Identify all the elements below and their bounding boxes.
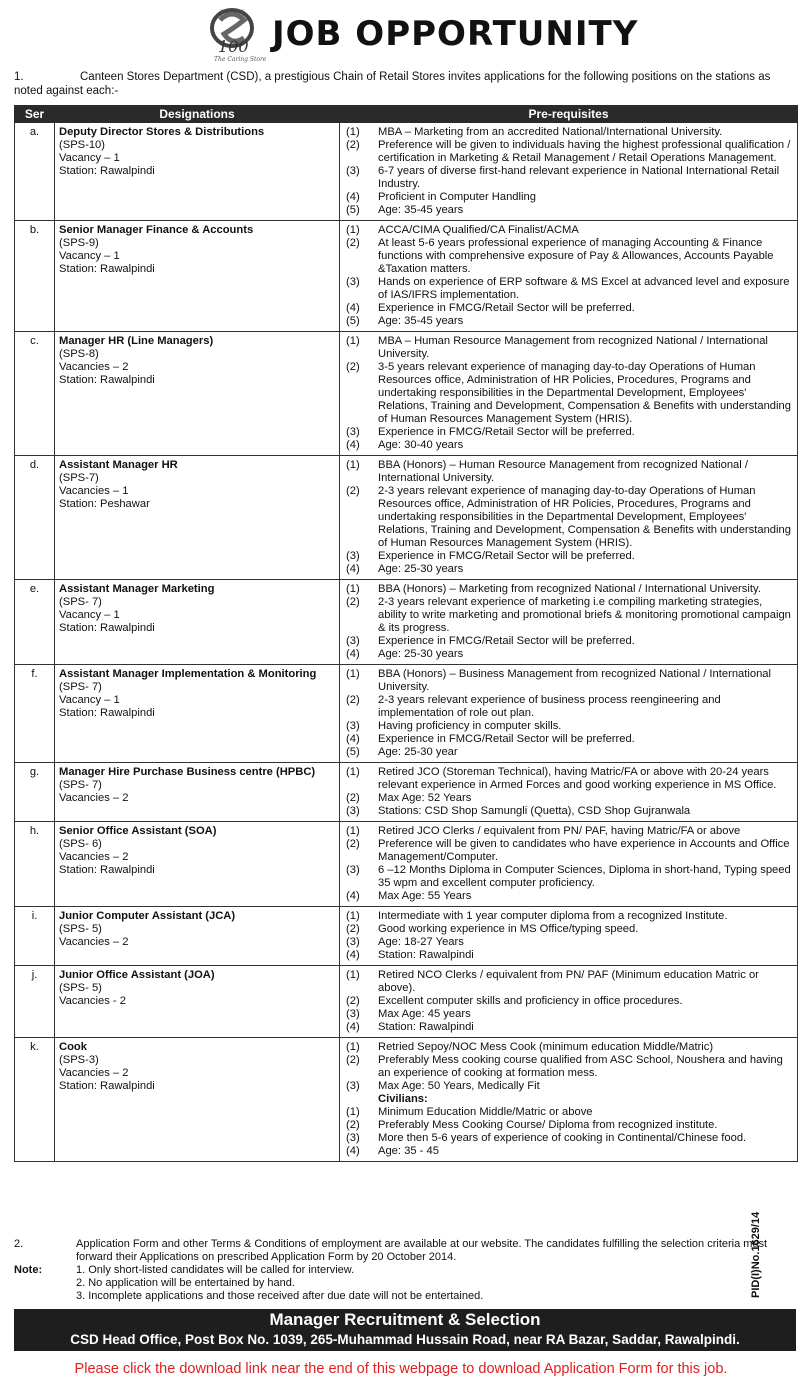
svg-text:100: 100 (218, 37, 249, 56)
prereq-item (344, 204, 793, 217)
prereq-text: Preference will be given to individuals having the highest professional qualification / certification in Marketing & Retail Management / Retail Operations Management. (378, 139, 791, 164)
designation-cell (55, 763, 340, 822)
prereq-number: (1) (346, 910, 360, 922)
designation-detail: Station: Rawalpindi (59, 707, 155, 719)
designation-detail: (SPS- 5) (59, 982, 102, 994)
prereq-item (344, 792, 793, 805)
prereq-text: Age: 25-30 year (378, 746, 458, 758)
prereq-number: (1) (346, 335, 360, 347)
prereq-text: Experience in FMCG/Retail Sector will be preferred. (378, 302, 635, 314)
prereq-item (344, 165, 793, 191)
prereq-number: (4) (346, 890, 360, 902)
prereq-number: (4) (346, 733, 360, 745)
prereq-number: (1) (346, 1041, 360, 1053)
prereq-item (344, 1008, 793, 1021)
prerequisites-cell (340, 907, 798, 966)
prereq-item (344, 596, 793, 635)
prereq-number: (3) (346, 720, 360, 732)
note-item: 3. Incomplete applications and those received after due date will not be entertained. (76, 1290, 484, 1302)
prereq-text: Intermediate with 1 year computer diploma from a recognized Institute. (378, 910, 728, 922)
prereq-number: (1) (346, 668, 360, 680)
ser-cell: i. (15, 907, 55, 966)
designation-cell (55, 966, 340, 1038)
ser-cell: g. (15, 763, 55, 822)
prereq-number: (4) (346, 648, 360, 660)
prereq-item (344, 969, 793, 995)
intro-paragraph (14, 70, 794, 98)
prereq-text: Hands on experience of ERP software & MS Excel at advanced level and exposure of IAS/IFRS implementation. (378, 276, 790, 301)
prereq-item (344, 805, 793, 818)
header-designations: Designations (55, 106, 340, 123)
prereq-number: (3) (346, 276, 360, 288)
designation-detail: Vacancies – 1 (59, 485, 129, 497)
prereq-text: Experience in FMCG/Retail Sector will be preferred. (378, 426, 635, 438)
prereq-item (344, 733, 793, 746)
prereq-item (344, 995, 793, 1008)
prereq-number: (2) (346, 139, 360, 151)
table-row (15, 822, 798, 907)
intro-text: Canteen Stores Department (CSD), a prestigious Chain of Retail Stores invites applications for the following positions on the stations as noted against each:- (14, 71, 771, 97)
designation-detail: Vacancy – 1 (59, 250, 120, 262)
table-row (15, 123, 798, 221)
prereq-number: (2) (346, 995, 360, 1007)
table-row (15, 665, 798, 763)
svg-text:1915 - 2015: 1915 - 2015 (220, 9, 245, 14)
prerequisites-cell (340, 332, 798, 456)
designation-title: Assistant Manager HR (59, 459, 178, 471)
prereq-text: Preferably Mess cooking course qualified from ASC School, Noushera and having an experience of cooking at formation mess. (378, 1054, 783, 1079)
prereq-item (344, 485, 793, 550)
prereq-number: (3) (346, 1080, 360, 1092)
prereq-number: (3) (346, 864, 360, 876)
header-prerequisites: Pre-requisites (340, 106, 798, 123)
designation-detail: Station: Rawalpindi (59, 622, 155, 634)
prereq-text: Max Age: 52 Years (378, 792, 472, 804)
designation-cell (55, 221, 340, 332)
table-row (15, 763, 798, 822)
prerequisites-cell (340, 1038, 798, 1162)
designation-detail: (SPS- 7) (59, 681, 102, 693)
svg-text:The Caring Store: The Caring Store (214, 56, 266, 63)
designation-title: Assistant Manager Implementation & Monitoring (59, 668, 317, 680)
prereq-item (344, 426, 793, 439)
prerequisites-cell (340, 123, 798, 221)
prereq-number: (4) (346, 191, 360, 203)
prereq-item (344, 126, 793, 139)
designation-detail: Station: Rawalpindi (59, 165, 155, 177)
prereq-number: (3) (346, 550, 360, 562)
designation-title: Assistant Manager Marketing (59, 583, 215, 595)
designation-cell (55, 907, 340, 966)
intro-number: 1. (14, 71, 24, 83)
prereq-number: (2) (346, 838, 360, 850)
prereq-item (344, 276, 793, 302)
prereq-text: More then 5-6 years of experience of cooking in Continental/Chinese food. (378, 1132, 747, 1144)
page-title: JOB OPPORTUNITY (272, 14, 639, 54)
prereq-text: Age: 35-45 years (378, 315, 464, 327)
prereq-item (344, 302, 793, 315)
ser-cell: f. (15, 665, 55, 763)
prereq-number: (4) (346, 563, 360, 575)
prereq-item (344, 923, 793, 936)
prereq-number: (4) (346, 949, 360, 961)
table-row (15, 907, 798, 966)
jobs-table (14, 105, 798, 1162)
prereq-number: (5) (346, 204, 360, 216)
designation-detail: Station: Rawalpindi (59, 1080, 155, 1092)
application-number: 2. (14, 1238, 24, 1250)
table-row (15, 966, 798, 1038)
prereq-number: (4) (346, 1145, 360, 1157)
prereq-number: (2) (346, 1119, 360, 1131)
prereq-number: (5) (346, 746, 360, 758)
ser-cell: a. (15, 123, 55, 221)
prereq-text: Age: 35-45 years (378, 204, 464, 216)
designation-detail: (SPS-3) (59, 1054, 99, 1066)
banner-address: CSD Head Office, Post Box No. 1039, 265-Muhammad Hussain Road, near RA Bazar, Saddar, Rawalpindi. (70, 1332, 740, 1347)
prereq-text: Experience in FMCG/Retail Sector will be preferred. (378, 550, 635, 562)
contact-banner (14, 1309, 796, 1351)
prereq-item (344, 936, 793, 949)
prereq-item (344, 1054, 793, 1080)
designation-detail: Vacancy – 1 (59, 609, 120, 621)
prereq-item (344, 439, 793, 452)
designation-cell (55, 332, 340, 456)
prereq-item (344, 550, 793, 563)
prereq-text: Station: Rawalpindi (378, 1021, 474, 1033)
prereq-number: (2) (346, 596, 360, 608)
prereq-text: Preference will be given to candidates who have experience in Accounts and Office Management/Computer. (378, 838, 790, 863)
prereq-number: (5) (346, 315, 360, 327)
prereq-number: (2) (346, 485, 360, 497)
prereq-number: (3) (346, 635, 360, 647)
note-item: 2. No application will be entertained by hand. (76, 1277, 295, 1289)
designation-detail: Vacancy – 1 (59, 694, 120, 706)
prereq-text: 2-3 years relevant experience of business process reengineering and implementation of role out plan. (378, 694, 721, 719)
prereq-item (344, 224, 793, 237)
designation-detail: Station: Peshawar (59, 498, 150, 510)
download-notice: Please click the download link near the end of this webpage to download Application Form for this job. (74, 1361, 728, 1377)
ser-cell: e. (15, 580, 55, 665)
prereq-number: (3) (346, 1132, 360, 1144)
note-item: 1. Only short-listed candidates will be called for interview. (76, 1264, 355, 1276)
application-text: Application Form and other Terms & Conditions of employment are available at our website. The candidates fulfilling the selection criteria must forward their Applications on prescribed Application Form by 20 October 2014. (76, 1238, 768, 1263)
designation-detail: Vacancy – 1 (59, 152, 120, 164)
prereq-number: (1) (346, 969, 360, 981)
designation-detail: Station: Rawalpindi (59, 864, 155, 876)
prereq-number: (1) (346, 1106, 360, 1118)
prereq-item (344, 648, 793, 661)
prereq-item (344, 1119, 793, 1132)
prereq-item (344, 864, 793, 890)
prereq-item (344, 1041, 793, 1054)
table-row (15, 580, 798, 665)
prereq-item (344, 1080, 793, 1093)
prereq-text: Age: 18-27 Years (378, 936, 464, 948)
prereq-item (344, 838, 793, 864)
prereq-item (344, 139, 793, 165)
prereq-number: (1) (346, 825, 360, 837)
prereq-item (344, 191, 793, 204)
prereq-item (344, 563, 793, 576)
prereq-text: Minimum Education Middle/Matric or above (378, 1106, 593, 1118)
designation-detail: Vacancies – 2 (59, 1067, 129, 1079)
prereq-text: 2-3 years relevant experience of managing day-to-day Operations of Human Resources office, Administration of HR Policies, Procedures, Programs and undertaking responsibilities in the Departmental Development, Employees' Relations, Training and Development, Compensation & Benefits with understanding of Human Resources Management System (HRIS). (378, 485, 791, 549)
prereq-item (344, 766, 793, 792)
prereq-text: Station: Rawalpindi (378, 949, 474, 961)
prereq-text: Proficient in Computer Handling (378, 191, 536, 203)
prereq-text: MBA – Marketing from an accredited National/International University. (378, 126, 723, 138)
prereq-number: (1) (346, 459, 360, 471)
prereq-text: Retired JCO (Storeman Technical), having Matric/FA or above with 20-24 years relevant experience in Armed Forces and good working experience in MS Office. (378, 766, 777, 791)
designation-title: Cook (59, 1041, 87, 1053)
prerequisites-cell (340, 763, 798, 822)
prerequisites-cell (340, 822, 798, 907)
prereq-text: ACCA/CIMA Qualified/CA Finalist/ACMA (378, 224, 579, 236)
prereq-text: 6 –12 Months Diploma in Computer Sciences, Diploma in short-hand, Typing speed 35 wpm and excellent computer proficiency. (378, 864, 791, 889)
prereq-item (344, 1145, 793, 1158)
prereq-text: At least 5-6 years professional experience of managing Accounting & Finance functions with comprehensive exposure of Pay & Allowances, Accounts Payable &Taxation matters. (378, 237, 774, 275)
note-label: Note: (14, 1264, 43, 1276)
csd-centenary-logo (198, 6, 266, 64)
prereq-number: (2) (346, 923, 360, 935)
prereq-number: (1) (346, 766, 360, 778)
designation-detail: (SPS- 7) (59, 779, 102, 791)
prereq-text: Age: 25-30 years (378, 648, 464, 660)
header (0, 0, 802, 72)
table-row (15, 456, 798, 580)
application-paragraph (14, 1238, 774, 1264)
prereq-number: (4) (346, 439, 360, 451)
prereq-text: BBA (Honors) – Marketing from recognized National / International University. (378, 583, 761, 595)
prereq-item (344, 949, 793, 962)
prereq-number: (2) (346, 792, 360, 804)
prereq-number: (1) (346, 583, 360, 595)
prereq-text: Max Age: 50 Years, Medically Fit (378, 1080, 540, 1092)
designation-cell (55, 665, 340, 763)
designation-detail: (SPS-7) (59, 472, 99, 484)
prereq-text: Age: 25-30 years (378, 563, 464, 575)
prereq-text: Max Age: 55 Years (378, 890, 472, 902)
designation-title: Deputy Director Stores & Distributions (59, 126, 265, 138)
ser-cell: c. (15, 332, 55, 456)
prereq-text: Age: 35 - 45 (378, 1145, 439, 1157)
designation-detail: (SPS- 7) (59, 596, 102, 608)
designation-title: Senior Manager Finance & Accounts (59, 224, 254, 236)
prereq-number: (2) (346, 237, 360, 249)
designation-cell (55, 123, 340, 221)
table-row (15, 1038, 798, 1162)
prereq-item (344, 361, 793, 426)
prereq-item (344, 1132, 793, 1145)
prereq-text: Retried Sepoy/NOC Mess Cook (minimum education Middle/Matric) (378, 1041, 714, 1053)
prereq-text: BBA (Honors) – Human Resource Management from recognized National / International University. (378, 459, 748, 484)
designation-detail: Vacancies – 2 (59, 851, 129, 863)
civilians-label: Civilians: (378, 1093, 428, 1105)
prereq-item (344, 635, 793, 648)
designation-detail: Station: Rawalpindi (59, 263, 155, 275)
prereq-text: 6-7 years of diverse first-hand relevant experience in National International Retail Industry. (378, 165, 780, 190)
prereq-item (344, 720, 793, 733)
pid-number: PID(I)No.1629/14 (750, 1211, 762, 1298)
prereq-number: (1) (346, 224, 360, 236)
designation-title: Junior Computer Assistant (JCA) (59, 910, 236, 922)
notes-block (14, 1264, 774, 1303)
designation-detail: (SPS-8) (59, 348, 99, 360)
designation-title: Senior Office Assistant (SOA) (59, 825, 217, 837)
prerequisites-cell (340, 456, 798, 580)
prereq-text: Excellent computer skills and proficiency in office procedures. (378, 995, 683, 1007)
prerequisites-cell (340, 221, 798, 332)
prereq-item (344, 746, 793, 759)
prerequisites-cell (340, 665, 798, 763)
prereq-number: (4) (346, 1021, 360, 1033)
prereq-text: Stations: CSD Shop Samungli (Quetta), CSD Shop Gujranwala (378, 805, 691, 817)
table-row (15, 332, 798, 456)
ser-cell: k. (15, 1038, 55, 1162)
prereq-text: Preferably Mess Cooking Course/ Diploma from recognized institute. (378, 1119, 718, 1131)
designation-cell (55, 1038, 340, 1162)
prereq-item (344, 1106, 793, 1119)
prereq-text: Retired NCO Clerks / equivalent from PN/ PAF (Minimum education Matric or above). (378, 969, 759, 994)
ser-cell: d. (15, 456, 55, 580)
designation-title: Manager HR (Line Managers) (59, 335, 214, 347)
designation-detail: (SPS-9) (59, 237, 99, 249)
prereq-item (344, 237, 793, 276)
table-row (15, 221, 798, 332)
designation-detail: (SPS- 6) (59, 838, 102, 850)
designation-detail: (SPS- 5) (59, 923, 102, 935)
prereq-number: (2) (346, 1054, 360, 1066)
designation-cell (55, 822, 340, 907)
prereq-item (344, 335, 793, 361)
footer-notes (14, 1211, 774, 1303)
prereq-number: (1) (346, 126, 360, 138)
prereq-text: Experience in FMCG/Retail Sector will be preferred. (378, 635, 635, 647)
ser-cell: h. (15, 822, 55, 907)
ser-cell: j. (15, 966, 55, 1038)
prereq-number: (2) (346, 361, 360, 373)
prereq-number: (3) (346, 936, 360, 948)
prereq-text: Good working experience in MS Office/typing speed. (378, 923, 639, 935)
prerequisites-cell (340, 966, 798, 1038)
designation-detail: (SPS-10) (59, 139, 106, 151)
prereq-text: BBA (Honors) – Business Management from recognized National / International University. (378, 668, 772, 693)
designation-title: Junior Office Assistant (JOA) (59, 969, 215, 981)
prereq-item (344, 459, 793, 485)
designation-cell (55, 580, 340, 665)
prereq-number: (2) (346, 694, 360, 706)
prereq-item (344, 694, 793, 720)
prereq-item (344, 910, 793, 923)
ser-cell: b. (15, 221, 55, 332)
designation-detail: Vacancies – 2 (59, 936, 129, 948)
banner-title: Manager Recruitment & Selection (269, 1310, 541, 1329)
prereq-text: Age: 30-40 years (378, 439, 464, 451)
designation-cell (55, 456, 340, 580)
prereq-number: (3) (346, 805, 360, 817)
designation-detail: Vacancies – 2 (59, 792, 129, 804)
prereq-item (344, 315, 793, 328)
prereq-item (344, 825, 793, 838)
prereq-number: (3) (346, 165, 360, 177)
designation-detail: Vacancies - 2 (59, 995, 126, 1007)
designation-title: Manager Hire Purchase Business centre (HPBC) (59, 766, 316, 778)
prereq-number: (4) (346, 302, 360, 314)
designation-detail: Station: Rawalpindi (59, 374, 155, 386)
prereq-item (344, 890, 793, 903)
prereq-item (344, 1021, 793, 1034)
designation-detail: Vacancies – 2 (59, 361, 129, 373)
table-header-row (15, 106, 798, 123)
prereq-item (344, 668, 793, 694)
prereq-text: Max Age: 45 years (378, 1008, 471, 1020)
prereq-item (344, 583, 793, 596)
prereq-text: 3-5 years relevant experience of managing day-to-day Operations of Human Resources office, Administration of HR Policies, Procedures, Programs and undertaking responsibilities in the Departmental Development, Employees' Relations, Training and Development, Compensation & Benefits with understanding of Human Resources Management System (HRIS). (378, 361, 791, 425)
prereq-text: 2-3 years relevant experience of marketing i.e compiling marketing strategies, ability to write marketing and promotional briefs & monitoring promotional campaign & its progress. (378, 596, 791, 634)
prerequisites-cell (340, 580, 798, 665)
prereq-text: Having proficiency in computer skills. (378, 720, 562, 732)
prereq-number: (3) (346, 1008, 360, 1020)
header-ser: Ser (15, 106, 55, 123)
prereq-text: Experience in FMCG/Retail Sector will be preferred. (378, 733, 635, 745)
prereq-text: MBA – Human Resource Management from recognized National / International University. (378, 335, 768, 360)
prereq-number: (3) (346, 426, 360, 438)
prereq-text: Retired JCO Clerks / equivalent from PN/ PAF, having Matric/FA or above (378, 825, 741, 837)
